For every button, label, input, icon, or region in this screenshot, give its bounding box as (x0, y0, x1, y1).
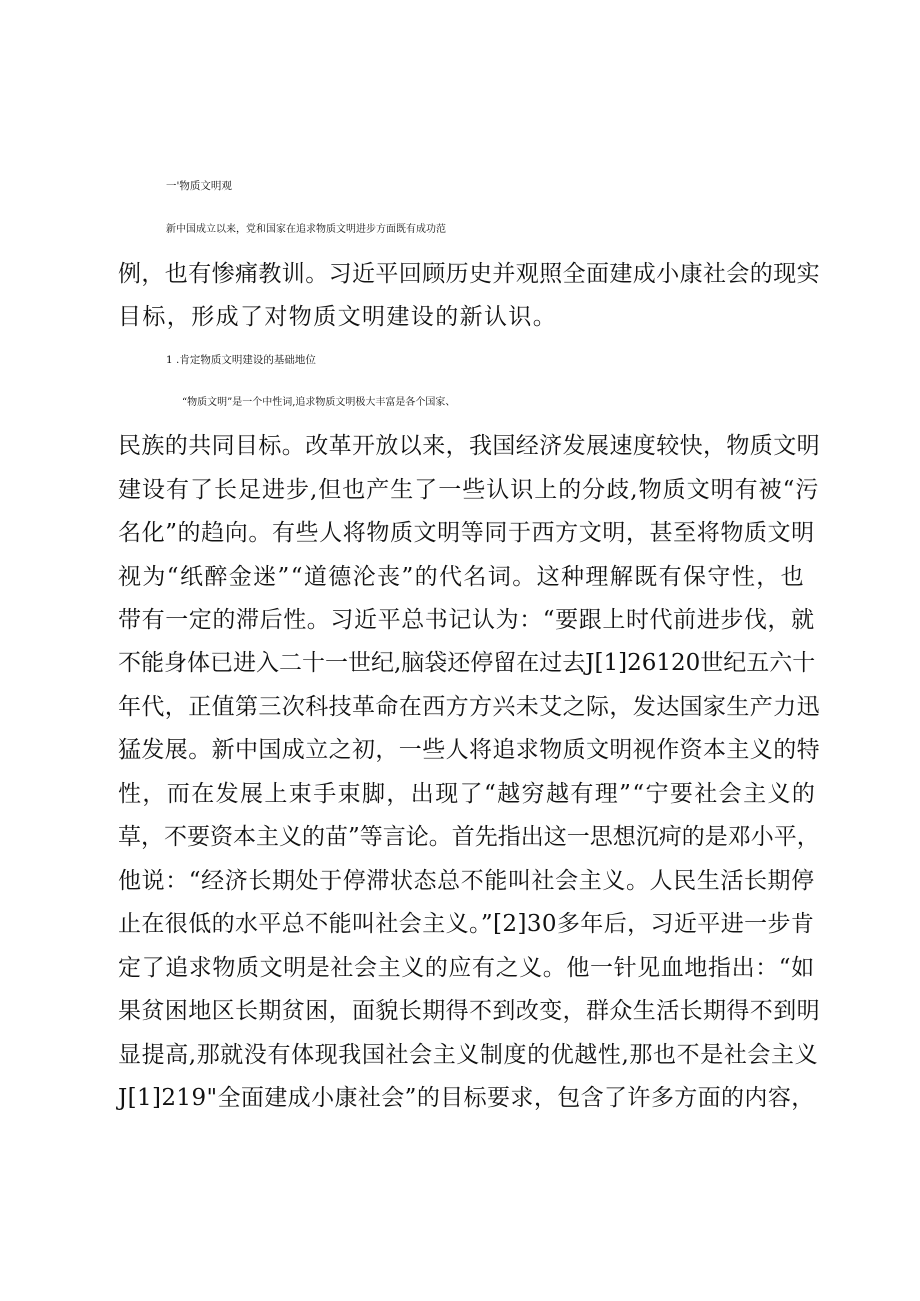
paragraph-line: 目标，形成了对物质文明建设的新认识。 (118, 304, 558, 330)
paragraph-line: J[1]219"全面建成小康社会”的目标要求，包含了许多方面的内容， (118, 1085, 815, 1111)
paragraph-line: 新中国成立以来，党和国家在追求物质文明进步方面既有成功范 (166, 224, 446, 235)
paragraph-line: 带有一定的滞后性。习近平总书记认为：“要跟上时代前进步伐，就 (118, 607, 815, 633)
paragraph-line: 显提高,那就没有体现我国社会主义制度的优越性,那也不是社会主义 (118, 1042, 819, 1068)
paragraph-line: “物质文明”是一个中性词,追求物质文明极大丰富是各个国家、 (182, 397, 456, 408)
paragraph-line: 性，而在发展上束手束脚，出现了“越穷越有理”“宁要社会主义的 (118, 781, 817, 807)
paragraph-line: 名化”的趋向。有些人将物质文明等同于西方文明，甚至将物质文明 (118, 520, 815, 546)
paragraph-line: 他说：“经济长期处于停滞状态总不能叫社会主义。人民生活长期停 (118, 868, 815, 894)
section-heading: 一'物质文明观 (166, 180, 232, 192)
paragraph-line: 草，不要资本主义的苗”等言论。首先指出这一思想沉疴的是邓小平， (118, 824, 820, 850)
paragraph-line: 视为“纸醉金迷”“道德沦丧”的代名词。这种理解既有保守性，也 (118, 564, 806, 590)
paragraph-line: 猛发展。新中国成立之初，一些人将追求物质文明视作资本主义的特 (118, 737, 820, 763)
paragraph-line: 果贫困地区长期贫困，面貌长期得不到改变，群众生活长期得不到明 (118, 998, 820, 1024)
paragraph-line: 民族的共同目标。改革开放以来，我国经济发展速度较快，物质文明 (118, 433, 820, 459)
paragraph-line: 年代，正值第三次科技革命在西方方兴未艾之际，发达国家生产力迅 (118, 694, 820, 720)
paragraph-line: 止在很低的水平总不能叫社会主义。”[2]30多年后，习近平进一步肯 (118, 911, 815, 937)
paragraph-line: 建设有了长足进步,但也产生了一些认识上的分歧,物质文明有被“污 (118, 477, 820, 503)
paragraph-line: 例，也有惨痛教训。习近平回顾历史并观照全面建成小康社会的现实 (118, 261, 820, 287)
paragraph-line: 定了追求物质文明是社会主义的应有之义。他一针见血地指出：“如 (118, 955, 815, 981)
subheading: 1 .肯定物质文明建设的基础地位 (166, 354, 316, 366)
paragraph-line: 不能身体已进入二十一世纪,脑袋还停留在过去J[1]26120世纪五六十 (118, 650, 816, 676)
